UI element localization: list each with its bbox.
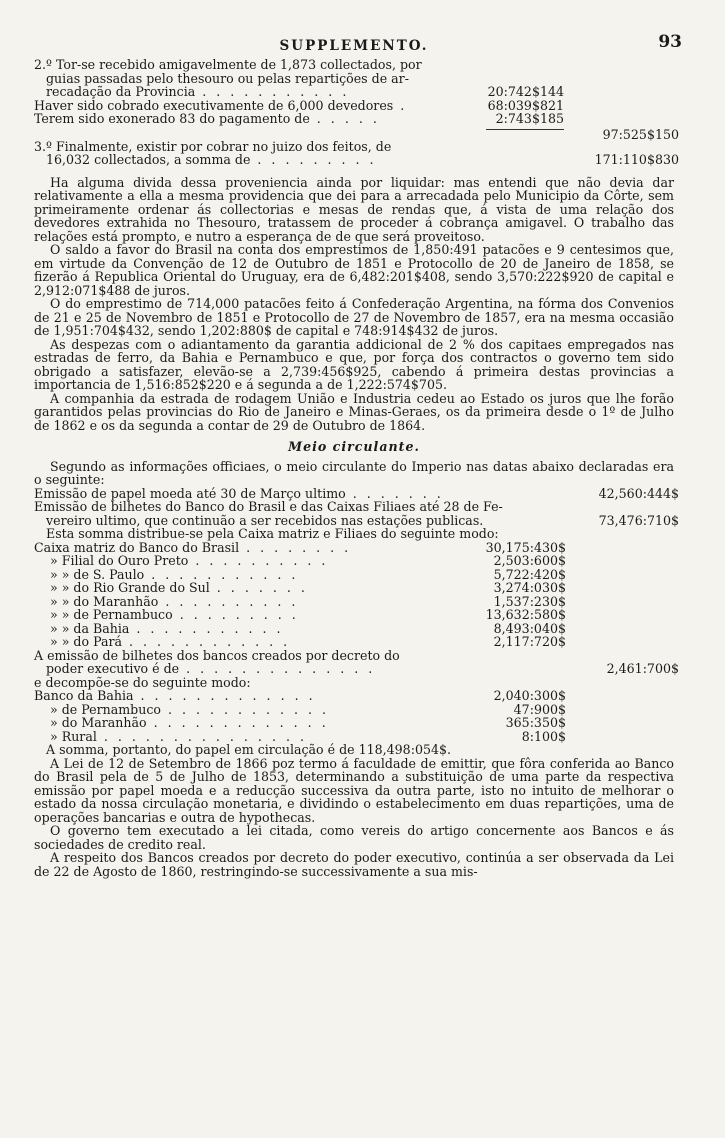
paragraph-lei-1866: A Lei de 12 de Setembro de 1866 poz termo á faculdade de emittir, que fôra conferida ao Banco do Brasil pela de 5 de Julho de 1853, determinando a substituição de uma parte da respectiva emissão por papel moeda e a reducção successiva da outra parte, isto no intuito de melhorar o estado da nossa circulação monetaria, e dividindo o estabelecimento em duas repartições, uma de operações bancarias e outra de hypothecas. [34, 755, 674, 825]
caixa-table [34, 541, 674, 649]
caixa-row: » » do Pará . . . . . . . . . . . . 2,117:720$ [50, 634, 566, 649]
s2-sum-rule [486, 129, 564, 130]
page-title: SUPPLEMENTO. [279, 38, 429, 54]
caixa-row: » » da Bahia . . . . . . . . . . . 8,493:040$ [50, 620, 566, 636]
caixa-row: Caixa matriz do Banco do Brasil . . . . . . . . 30,175:430$ [34, 539, 566, 555]
paragraph-bancos-decreto: A respeito dos Bancos creados por decreto do poder executivo, continúa a ser observada da Lei de 22 de Agosto de 1860, restringindo-se successivamente a sua mis- [34, 850, 674, 879]
emissao-bilhetes-value: 73,476:710$ [598, 512, 679, 528]
caixa-row: » » de Pernambuco . . . . . . . . . 13,632:580$ [50, 607, 566, 622]
s2-total: 97:525$150 [602, 126, 679, 142]
paragraph-divida: Ha alguma divida dessa proveniencia ainda por liquidar: mas entendi que não devia dar relativamente a ella a mesma providencia que dei para a arrecadada pelo Municipio da Côrte, sem primeiramente ordenar ás collectorias e mesas de rendas que, á vista de uma relação dos devedores extrahida no Thesouro, tratassem de proceder á cobrança amigavel. O trabalho das relações está prompto, e nutro a esperança de de que será proveitoso. [34, 174, 674, 244]
emissao-bilhetes-row1: Emissão de bilhetes do Banco do Brasil e das Caixas Filiaes até 28 de Fe- [34, 499, 503, 514]
bancos-value: 2,461:700$ [606, 661, 679, 676]
paragraph-garantia: As despezas com o adiantamento da garantia addicional de 2 % dos capitaes empregados nas estradas de ferro, da Bahia e Pernambuco e que, por força dos contractos o governo tem sido obrigado a satisfazer, elevão-se a 2,739:456$925, cabendo á primeira destas provincias a importancia de 1,516:852$220 e á segunda a de 1,222:574$705. [34, 336, 674, 392]
paragraph-governo: O governo tem executado a lei citada, como vereis do artigo concernente aos Bancos e ás sociedades de credito real. [34, 823, 674, 852]
paragraph-uruguay: O saldo a favor do Brasil na conta dos emprestimos de 1,850:491 patacões e 9 centesimos que, em virtude da Convenção de 12 de Outubro de 1851 e Protocollo de 20 de Janeiro de 1858, se fizerão á Republica Oriental do Uruguay, era de 6,482:201$408, sendo 3,570:222$920 de capital e 2,912:071$488 de juros. [34, 242, 674, 298]
bancos-row3: e decompõe-se do seguinte modo: [34, 674, 251, 690]
s2-line3: recadação da Provincia . . . . . . . . . . . 20:742$144 [46, 84, 564, 99]
section-heading-meio-circulante: Meio circulante. [288, 439, 420, 454]
s2-rule-row [34, 126, 679, 142]
page-number: 93 [658, 32, 682, 52]
bancos-row2: poder executivo é de . . . . . . . . . . . . . . 2,461:700$ [46, 661, 679, 676]
s2-amount1: 20:742$144 [487, 84, 564, 99]
s3-line1: 3.º Finalmente, existir por cobrar no juizo dos feitos, de [34, 138, 392, 154]
s3-total: 171:110$830 [594, 152, 679, 167]
banco-row: » de Pernambuco . . . . . . . . . . . . 47:900$ [50, 701, 566, 717]
caixa-row: » » de S. Paulo . . . . . . . . . . . 5,722:420$ [50, 566, 566, 582]
emissao-papel-row: Emissão de papel moeda até 30 de Março ultimo . . . . . . . 42,560:444$ [34, 485, 679, 501]
s2-line4: Haver sido cobrado executivamente de 6,000 devedores . 68:039$821 [34, 97, 564, 113]
s2-line5: Terem sido exonerado 83 do pagamento de . . . . . 2:743$185 [34, 111, 564, 126]
emissao-bilhetes-row2: vereiro ultimo, que continuão a ser recebidos nas estações publicas. 73,476:710$ [46, 512, 679, 528]
s2-amount3: 2:743$185 [495, 111, 564, 126]
banco-table [34, 689, 674, 743]
emissao-papel-value: 42,560:444$ [598, 485, 679, 501]
somma-row: A somma, portanto, do papel em circulação é de 118,498:054$. [46, 742, 451, 757]
paragraph-uniao-industria: A companhia da estrada de rodagem União e Industria cedeu ao Estado os juros que lhe forão garantidos pelas provincias do Rio de Janeiro e Minas-Geraes, os da primeira desde o 1º de Julho de 1862 e os da segunda a contar de 29 de Outubro de 1864. [34, 390, 674, 433]
s2-amount2: 68:039$821 [487, 97, 564, 113]
caixa-row: » » do Maranhão . . . . . . . . . . 1,537:230$ [50, 593, 566, 609]
distrib-row: Esta somma distribue-se pela Caixa matriz e Filiaes do seguinte modo: [46, 526, 499, 541]
caixa-row: » » do Rio Grande do Sul . . . . . . . 3,274:030$ [50, 580, 566, 595]
banco-row: » Rural . . . . . . . . . . . . . . . 8:100$ [50, 728, 566, 744]
banco-row: Banco da Bahia . . . . . . . . . . . . . 2,040:300$ [34, 688, 566, 703]
caixa-row: » Filial do Ouro Preto . . . . . . . . . . 2,503:600$ [50, 553, 566, 568]
s3-line2: 16,032 collectados, a somma de . . . . . . . . . 171:110$830 [46, 152, 679, 167]
paragraph-meio-intro: Segundo as informações officiaes, o meio circulante do Imperio nas datas abaixo declaradas era o seguinte: [34, 458, 674, 487]
banco-row: » do Maranhão . . . . . . . . . . . . . 365:350$ [50, 715, 566, 730]
document-page [34, 32, 682, 879]
s2-line1: 2.º Tor-se recebido amigavelmente de 1,873 collectados, por [34, 57, 422, 72]
paragraph-argentina: O do emprestimo de 714,000 patacões feito á Confederação Argentina, na fórma dos Convenios de 21 e 25 de Novembro de 1851 e Protocollo de 27 de Novembro de 1857, era na mesma occasião de 1,951:704$432, sendo 1,202:880$ de capital e 748:914$432 de juros. [34, 296, 674, 338]
s2-line2: guias passadas pelo thesouro ou pelas repartições de ar- [46, 70, 409, 86]
bancos-row1: A emissão de bilhetes dos bancos creados por decreto do [34, 647, 400, 663]
page-header [34, 32, 682, 58]
